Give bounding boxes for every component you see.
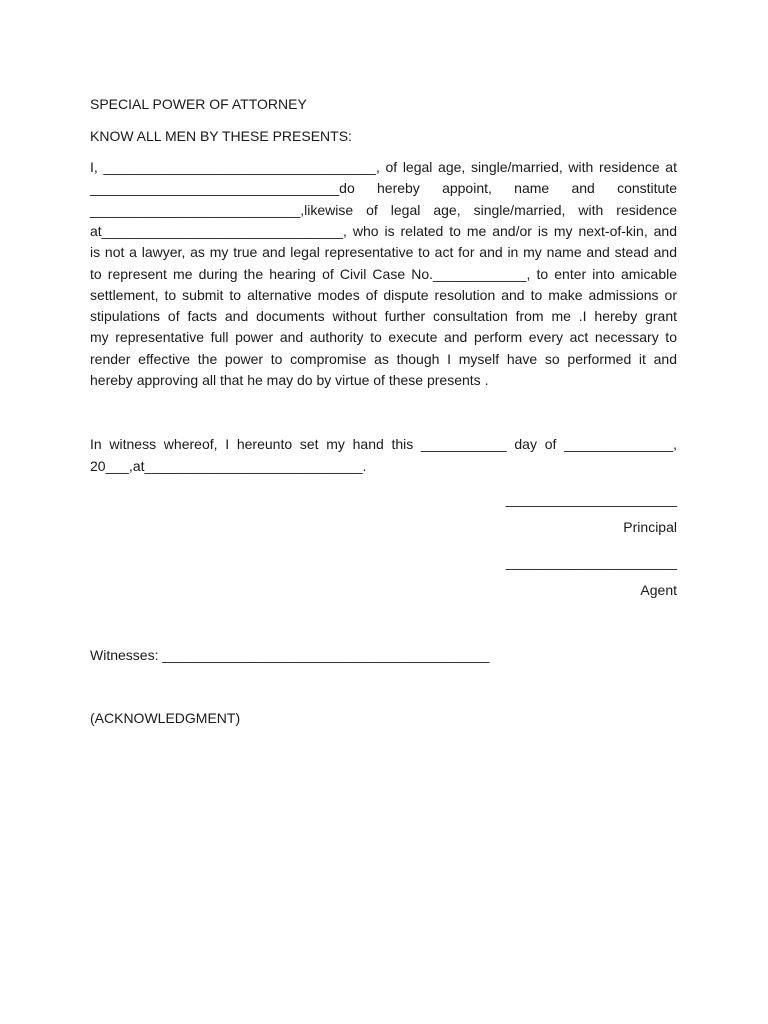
body-line: I, ___________________________________, of legal age, single/married, with residence at — [90, 159, 677, 175]
agent-label: Agent — [640, 582, 677, 598]
body-line: hereby approving all that he may do by virtue of these presents . — [90, 372, 489, 388]
body-line: at_______________________________, who is related to me and/or is my next-of-kin, and — [90, 223, 677, 239]
document-title: SPECIAL POWER OF ATTORNEY — [90, 96, 307, 112]
witness-line: In witness whereof, I hereunto set my hand this ___________ day of ______________, — [90, 436, 677, 452]
body-line: stipulations of facts and documents without further consultation from me .I hereby grant — [90, 308, 677, 324]
agent-signature-line: ______________________ — [505, 554, 677, 570]
body-line: is not a lawyer, as my true and legal representative to act for and in my name and stead and — [90, 244, 677, 260]
principal-signature-line: ______________________ — [505, 491, 677, 507]
body-line: render effective the power to compromise as though I myself have so performed it and — [90, 351, 677, 367]
body-line: to represent me during the hearing of Civil Case No.____________, to enter into amicable — [90, 266, 677, 282]
body-line: settlement, to submit to alternative modes of dispute resolution and to make admissions or — [90, 287, 677, 303]
intro-line: KNOW ALL MEN BY THESE PRESENTS: — [90, 128, 352, 144]
witness-line: 20___,at____________________________. — [90, 458, 367, 474]
acknowledgment-label: (ACKNOWLEDGMENT) — [90, 710, 241, 726]
body-line: ___________________________,likewise of legal age, single/married, with residence — [90, 202, 677, 218]
body-line: my representative full power and authority to execute and perform every act necessary to — [90, 329, 677, 345]
witnesses-line: Witnesses: __________________________________________ — [90, 647, 490, 663]
body-line: ________________________________do hereby appoint, name and constitute — [90, 180, 677, 196]
principal-label: Principal — [623, 519, 677, 535]
